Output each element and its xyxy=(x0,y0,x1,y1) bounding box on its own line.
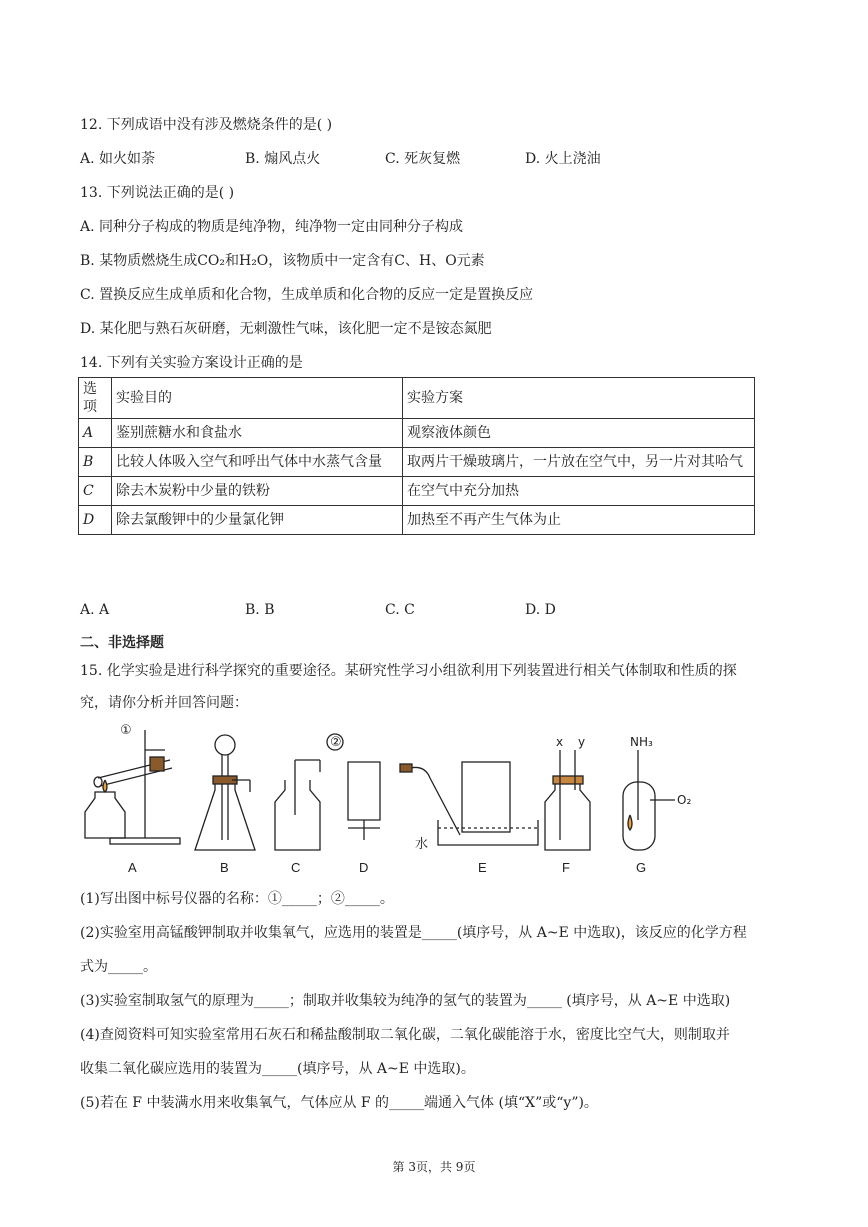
q12-option-b: B. 煽风点火 xyxy=(245,151,321,167)
row-purpose: 鉴别蔗糖水和食盐水 xyxy=(112,419,403,448)
q13-option-b: B. 某物质燃烧生成CO₂和H₂O，该物质中一定含有C、H、O元素 xyxy=(80,253,485,269)
f-x-label: x xyxy=(556,735,564,749)
q14-table xyxy=(78,377,755,535)
q14-option-c: C. C xyxy=(385,602,415,618)
row-purpose: 除去氯酸钾中的少量氯化钾 xyxy=(112,506,403,535)
q14-option-a: A. A xyxy=(80,602,110,618)
q13-option-c: C. 置换反应生成单质和化合物，生成单质和化合物的反应一定是置换反应 xyxy=(80,287,534,303)
row-purpose: 比较人体吸入空气和呼出气体中水蒸气含量 xyxy=(112,448,403,477)
q15-sub2-line1: (2)实验室用高锰酸钾制取并收集氧气，应选用的装置是_____(填序号，从 A~E 中选取)，该反应的化学方程 xyxy=(80,925,747,941)
page-footer: 第 3页，共 9页 xyxy=(392,1160,476,1174)
table-header-row xyxy=(79,378,755,419)
marker-1: ① xyxy=(120,723,132,738)
q12-option-a: A. 如火如荼 xyxy=(80,151,156,167)
q13-stem: 13. 下列说法正确的是( ) xyxy=(80,185,235,201)
row-option: B xyxy=(79,448,112,477)
row-plan: 观察液体颜色 xyxy=(403,419,755,448)
table-row xyxy=(79,419,755,448)
g-o2-label: O₂ xyxy=(677,793,692,807)
q15-sub4-line1: (4)查阅资料可知实验室常用石灰石和稀盐酸制取二氧化碳，二氧化碳能溶于水，密度比空气大，则制取并 xyxy=(80,1027,730,1043)
row-plan: 取两片干燥玻璃片，一片放在空气中，另一片对其哈气 xyxy=(403,448,755,477)
q12-stem: 12. 下列成语中没有涉及燃烧条件的是( ) xyxy=(80,117,333,133)
apparatus-label-f: F xyxy=(562,860,570,875)
table-row xyxy=(79,448,755,477)
q14-option-b: B. B xyxy=(245,602,275,618)
apparatus-label-g: G xyxy=(636,860,647,875)
q14-stem: 14. 下列有关实验方案设计正确的是 xyxy=(80,355,303,371)
q12-option-c: C. 死灰复燃 xyxy=(385,151,461,167)
row-plan: 加热至不再产生气体为止 xyxy=(403,506,755,535)
row-option: A xyxy=(79,419,112,448)
q13-option-a: A. 同种分子构成的物质是纯净物，纯净物一定由同种分子构成 xyxy=(80,219,464,235)
q15-sub5: (5)若在 F 中装满水用来收集氧气，气体应从 F 的_____端通入气体 (填“X”或“y”)。 xyxy=(80,1095,598,1111)
water-label: 水 xyxy=(415,837,429,852)
row-purpose: 除去木炭粉中少量的铁粉 xyxy=(112,477,403,506)
header-option: 选项 xyxy=(79,378,112,419)
apparatus-label-b: B xyxy=(220,860,229,875)
q15-sub2-line2: 式为_____。 xyxy=(80,959,157,975)
row-plan: 在空气中充分加热 xyxy=(403,477,755,506)
table-row xyxy=(79,506,755,535)
q15-sub1: (1)写出图中标号仪器的名称：①_____；②_____。 xyxy=(80,891,394,907)
q15-stem-line2: 究，请你分析并回答问题： xyxy=(80,695,248,711)
header-purpose: 实验目的 xyxy=(112,378,403,419)
marker-2: ② xyxy=(330,735,342,750)
f-y-label: y xyxy=(578,735,586,749)
apparatus-label-c: C xyxy=(291,860,301,875)
apparatus-diagram xyxy=(70,720,710,860)
q13-option-d: D. 某化肥与熟石灰研磨，无刺激性气味，该化肥一定不是铵态氮肥 xyxy=(80,321,492,337)
q15-sub4-line2: 收集二氧化碳应选用的装置为_____(填序号，从 A~E 中选取)。 xyxy=(80,1061,475,1077)
section-heading: 二、非选择题 xyxy=(80,635,164,651)
row-option: C xyxy=(79,477,112,506)
table-row xyxy=(79,477,755,506)
apparatus-label-a: A xyxy=(128,860,137,875)
q15-sub3: (3)实验室制取氢气的原理为_____；制取并收集较为纯净的氢气的装置为_____ (填序号，从 A~E 中选取) xyxy=(80,993,731,1009)
apparatus-label-d: D xyxy=(359,860,369,875)
row-option: D xyxy=(79,506,112,535)
q12-option-d: D. 火上浇油 xyxy=(525,151,601,167)
q15-stem-line1: 15. 化学实验是进行科学探究的重要途径。某研究性学习小组欲利用下列装置进行相关气体制取和性质的探 xyxy=(80,663,737,679)
g-nh3-label: NH₃ xyxy=(630,735,653,749)
apparatus-label-e: E xyxy=(478,860,487,875)
header-plan: 实验方案 xyxy=(403,378,755,419)
q14-option-d: D. D xyxy=(525,602,556,618)
